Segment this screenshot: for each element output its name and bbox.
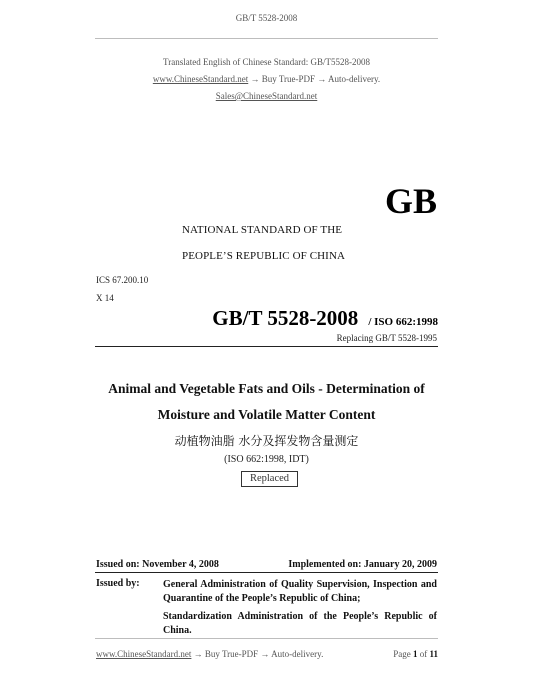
national-standard-line2: PEOPLE’S REPUBLIC OF CHINA [182, 250, 346, 262]
national-standard-line1: NATIONAL STANDARD OF THE [182, 224, 343, 236]
replacing-note: Replacing GB/T 5528-1995 [336, 333, 437, 343]
dates-divider [95, 572, 438, 573]
email-link[interactable]: Sales@ChineseStandard.net [215, 91, 318, 101]
status-badge: Replaced [241, 471, 298, 487]
title-line1: Animal and Vegetable Fats and Oils - Determination of [108, 381, 425, 396]
issuer-org2: Standardization Administration of the People’s Republic of China. [163, 611, 437, 636]
ccs-code: X 14 [96, 293, 114, 303]
footer-site-link[interactable]: www.ChineseStandard.net [96, 649, 192, 659]
chinese-title: 动植物油脂 水分及挥发物含量测定 [174, 434, 359, 448]
running-header: GB/T 5528-2008 [235, 13, 298, 23]
translation-note: Translated English of Chinese Standard: GB/T5528-2008 [163, 57, 370, 67]
page-number: 1 [412, 649, 418, 659]
gb-mark: GB [384, 181, 437, 221]
footer-purchase-text: → Buy True-PDF → Auto-delivery. [191, 649, 324, 659]
email-line [0, 91, 533, 101]
site-link[interactable]: www.ChineseStandard.net [152, 74, 249, 84]
of-label: of [419, 649, 428, 659]
iso-code: / ISO 662:1998 [368, 316, 438, 328]
standard-code: GB/T 5528-2008 [212, 306, 359, 330]
header-divider [95, 38, 438, 39]
footer-divider [95, 638, 438, 639]
standard-code-row [96, 306, 438, 331]
total-pages: 11 [429, 649, 438, 659]
purchase-line [0, 74, 533, 84]
iso-reference: (ISO 662:1998, IDT) [224, 454, 309, 465]
page-indicator [393, 649, 438, 659]
code-divider [95, 346, 438, 347]
issued-date: Issued on: November 4, 2008 [96, 559, 219, 570]
page-label: Page [393, 649, 411, 659]
implemented-date: Implemented on: January 20, 2009 [288, 559, 437, 570]
title-line2: Moisture and Volatile Matter Content [157, 407, 376, 422]
ics-code: ICS 67.200.10 [96, 275, 149, 285]
purchase-text: → Buy True-PDF → Auto-delivery. [248, 74, 381, 84]
issuer-org1: General Administration of Quality Supervision, Inspection and Quarantine of the People’s Republic of China; [163, 579, 437, 604]
issued-by-label: Issued by: [96, 578, 140, 589]
footer [96, 649, 438, 659]
